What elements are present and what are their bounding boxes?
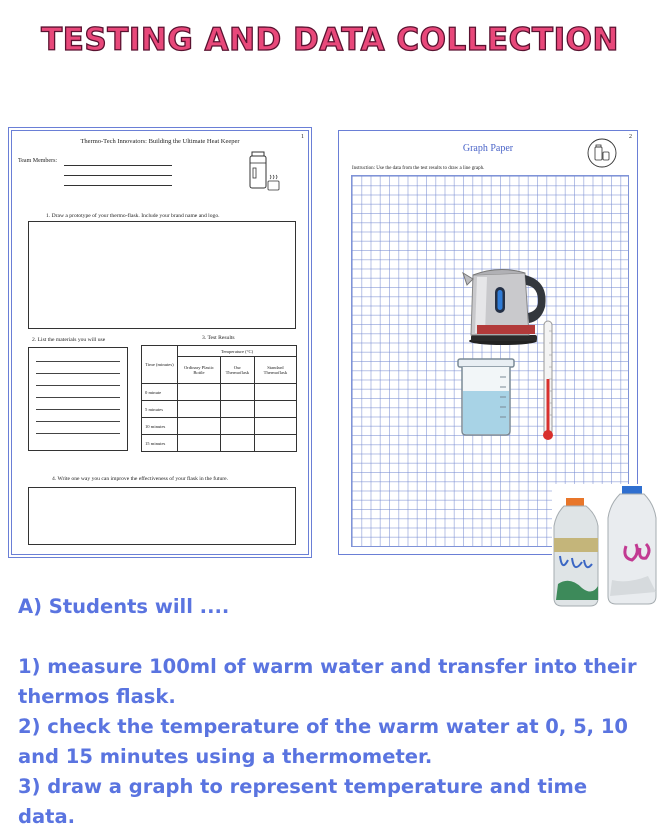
team-member-line [64, 175, 172, 176]
page-title: TESTING AND DATA COLLECTION [41, 22, 619, 58]
team-member-line [64, 165, 172, 166]
electric-kettle-image [459, 261, 551, 347]
column-header: Standard Thermoflask [254, 357, 296, 384]
page-number: 1 [301, 134, 304, 140]
beaker-image [454, 357, 518, 437]
page-number: 2 [629, 134, 632, 140]
student-instructions [18, 592, 648, 832]
worksheet-title: Thermo-Tech Innovators: Building the Ultimate Heat Keeper [80, 138, 240, 145]
table-cell[interactable] [178, 401, 221, 418]
table-cell[interactable] [254, 418, 296, 435]
bottle-and-cup-icon [587, 138, 617, 168]
row-label: 10 minutes [142, 418, 178, 435]
materials-list-box [28, 347, 128, 451]
table-cell[interactable] [254, 401, 296, 418]
materials-line[interactable] [36, 373, 120, 374]
section-3-label: 3. Test Results [202, 335, 235, 341]
section-1-label: 1. Draw a prototype of your thermo-flask. Include your brand name and logo. [46, 213, 220, 219]
instruction-step: 3) draw a graph to represent temperature and time data. [18, 775, 588, 828]
materials-line[interactable] [36, 361, 120, 362]
row-label: 0 minute [142, 384, 178, 401]
instruction-step: 1) measure 100ml of warm water and transfer into their thermos flask. [18, 655, 637, 708]
table-cell[interactable] [220, 435, 254, 452]
instruction-step: 2) check the temperature of the warm water at 0, 5, 10 and 15 minutes using a thermometer. [18, 715, 628, 768]
section-4-label: 4. Write one way you can improve the effectiveness of your flask in the future. [52, 476, 229, 482]
section-2-label: 2. List the materials you will use [32, 337, 106, 343]
instructions-heading: A) Students will .... [18, 595, 230, 618]
table-cell[interactable] [178, 435, 221, 452]
graph-paper-title: Graph Paper [462, 143, 514, 154]
test-results-table [141, 345, 297, 452]
table-cell[interactable] [220, 384, 254, 401]
row-label: 15 minutes [142, 435, 178, 452]
materials-line[interactable] [36, 421, 120, 422]
graph-instruction: Instruction: Use the data from the test results to draw a line graph. [352, 166, 485, 171]
prototype-drawing-box[interactable] [28, 221, 296, 329]
worksheet-page-1 [11, 130, 309, 555]
improvement-box[interactable] [28, 487, 296, 545]
column-header: Ordinary Plastic Bottle [178, 357, 221, 384]
row-label: 5 minutes [142, 401, 178, 418]
team-members-label: Team Members: [18, 158, 58, 164]
table-cell[interactable] [254, 435, 296, 452]
temperature-header: Temperature (°C) [178, 346, 297, 357]
table-cell[interactable] [178, 384, 221, 401]
materials-line[interactable] [36, 385, 120, 386]
column-header: Our Thermoflask [220, 357, 254, 384]
table-cell[interactable] [220, 418, 254, 435]
materials-line[interactable] [36, 433, 120, 434]
table-cell[interactable] [178, 418, 221, 435]
thermos-flask-icon [248, 151, 280, 199]
table-cell[interactable] [220, 401, 254, 418]
materials-line[interactable] [36, 397, 120, 398]
team-member-line [64, 185, 172, 186]
time-header: Time (minutes) [142, 346, 178, 384]
table-cell[interactable] [254, 384, 296, 401]
materials-line[interactable] [36, 409, 120, 410]
thermometer-image [540, 319, 556, 443]
